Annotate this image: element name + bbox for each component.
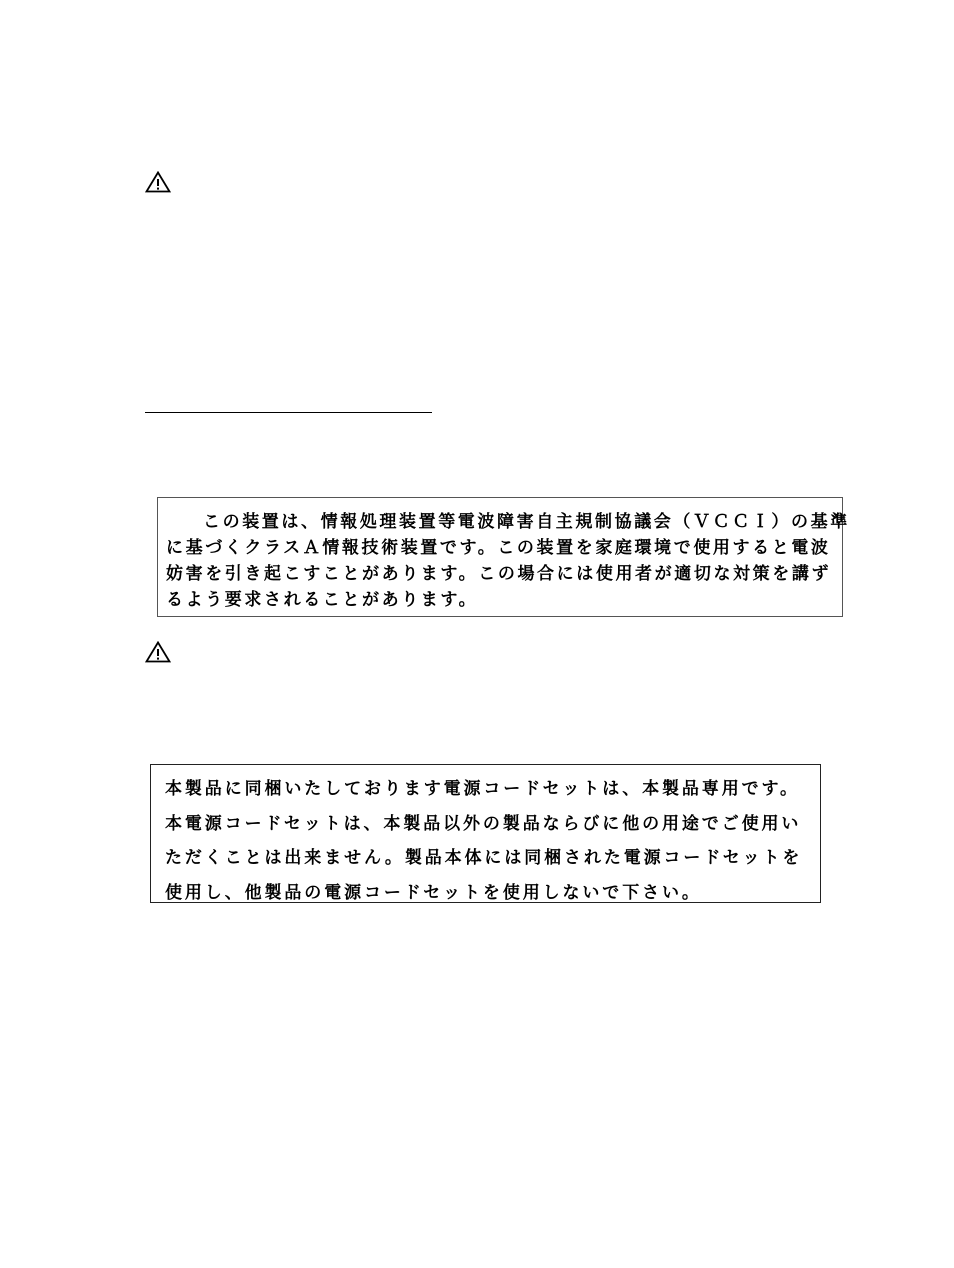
power-cord-notice-line: 本電源コードセットは、本製品以外の製品ならびに他の用途でご使用い (165, 813, 802, 834)
power-cord-notice-box (150, 764, 821, 903)
power-cord-notice-line: ただくことは出来ません。製品本体には同梱された電源コードセットを (165, 848, 803, 868)
vcci-notice-line: この装置は、情報処理装置等電波障害自主規制協議会（ＶＣＣＩ）の基準 (203, 512, 850, 532)
warning-triangle-icon (145, 171, 171, 193)
vcci-notice-line: るよう要求されることがあります。 (166, 590, 479, 610)
separator-line (145, 412, 432, 413)
vcci-notice-line: に基づくクラスＡ情報技術装置です。この装置を家庭環境で使用すると電波 (166, 538, 831, 558)
vcci-notice-line: 妨害を引き起こすことがあります。この場合には使用者が適切な対策を講ず (166, 564, 832, 584)
power-cord-notice-line: 使用し、他製品の電源コードセットを使用しないで下さい。 (165, 882, 702, 903)
vcci-notice-box (157, 497, 850, 617)
warning-triangle-icon (145, 641, 171, 663)
power-cord-notice-line: 本製品に同梱いたしております電源コードセットは、本製品専用です。 (165, 779, 800, 799)
